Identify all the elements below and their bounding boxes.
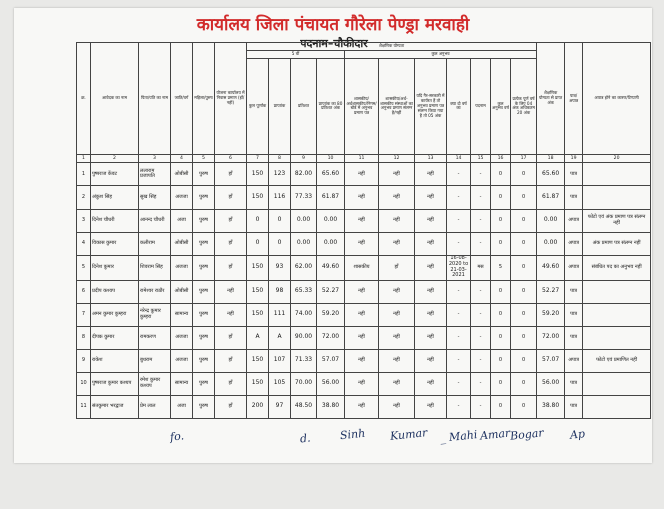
header-class5: 5 वीं (247, 51, 345, 58)
cell-exp-marks: 0 (511, 280, 537, 303)
merit-list-table (76, 42, 651, 419)
cell-exp-years: 0 (491, 303, 511, 326)
header-education-group: शैक्षणिक योग्यता (247, 43, 537, 51)
column-number: 13 (415, 155, 447, 163)
cell-obtained: A (269, 326, 291, 349)
header-gender: महिला/पुरुष (193, 43, 215, 155)
column-number: 10 (317, 155, 345, 163)
cell-docs: नहीं (345, 372, 379, 395)
cell-status: अपात्र (565, 209, 583, 232)
table-row (77, 280, 651, 303)
cell-father: बुधराम (139, 349, 171, 372)
cell-father: आनन्द चौधरी (139, 209, 171, 232)
cell-status: पात्र (565, 303, 583, 326)
cell-docs: नहीं (345, 163, 379, 186)
cell-serial: 2 (77, 186, 91, 209)
cell-father: रामकरण (139, 326, 171, 349)
cell-status: पात्र (565, 395, 583, 418)
cell-native: हाँ (215, 163, 247, 186)
table-row (77, 163, 651, 186)
cell-category: अजजा (171, 186, 193, 209)
cell-status: पात्र (565, 326, 583, 349)
cell-docs: नहीं (345, 349, 379, 372)
cell-percent: 0.00 (291, 209, 317, 232)
header-bonus-group: कुल अनुभव (345, 51, 537, 58)
signature-area (100, 422, 640, 452)
column-number: 20 (583, 155, 651, 163)
cell-exp-marks: 0 (511, 186, 537, 209)
cell-docs: नहीं (345, 395, 379, 418)
cell-gender: पुरुष (193, 372, 215, 395)
cell-serial: 10 (77, 372, 91, 395)
cell-category: ओबीसी (171, 232, 193, 255)
cell-reason (583, 303, 651, 326)
cell-docs: नहीं (345, 209, 379, 232)
cell-category: अजजा (171, 326, 193, 349)
cell-gender: पुरुष (193, 255, 215, 280)
cell-exp: नहीं (415, 232, 447, 255)
cell-cert: नहीं (379, 163, 415, 186)
cell-exp-period: - (447, 372, 471, 395)
cell-total: 200 (247, 395, 269, 418)
cell-name: राकेश (91, 349, 139, 372)
cell-serial: 1 (77, 163, 91, 186)
cell-reason (583, 326, 651, 349)
cell-cert: नहीं (379, 209, 415, 232)
cell-reason (583, 186, 651, 209)
cell-total: 0 (247, 232, 269, 255)
cell-final: 38.80 (537, 395, 565, 418)
cell-weight: 59.20 (317, 303, 345, 326)
cell-exp: नहीं (415, 326, 447, 349)
cell-percent: 82.00 (291, 163, 317, 186)
cell-native: हाँ (215, 326, 247, 349)
post-title: पदनाम–चौकीदार (300, 37, 368, 50)
cell-final: 0.00 (537, 232, 565, 255)
cell-native: हाँ (215, 209, 247, 232)
cell-exp: नहीं (415, 303, 447, 326)
cell-cert: नहीं (379, 372, 415, 395)
cell-serial: 11 (77, 395, 91, 418)
cell-exp-years: 0 (491, 372, 511, 395)
cell-percent: 48.50 (291, 395, 317, 418)
cell-obtained: 97 (269, 395, 291, 418)
cell-category: सामान्य (171, 303, 193, 326)
cell-reason (583, 163, 651, 186)
cell-cert: नहीं (379, 232, 415, 255)
header-percent: प्रतिशत (291, 58, 317, 154)
signature-4: Kumar (389, 426, 428, 443)
column-number-row (77, 155, 651, 163)
cell-weight: 0.00 (317, 232, 345, 255)
column-number: 7 (247, 155, 269, 163)
cell-exp-years: 0 (491, 280, 511, 303)
cell-percent: 74.00 (291, 303, 317, 326)
cell-obtained: 107 (269, 349, 291, 372)
header-final: शैक्षणिक योग्यता से प्राप्त अंक (537, 43, 565, 155)
cell-total: 150 (247, 280, 269, 303)
cell-total: 150 (247, 186, 269, 209)
table-row (77, 326, 651, 349)
cell-exp-period: - (447, 280, 471, 303)
cell-cert: नहीं (379, 303, 415, 326)
header-exp-years: कुल अनुभव वर्ष (491, 58, 511, 154)
column-number: 6 (215, 155, 247, 163)
cell-exp-years: 0 (491, 326, 511, 349)
cell-name: विकास कुमार (91, 232, 139, 255)
cell-gender: पुरुष (193, 280, 215, 303)
cell-status: अपात्र (565, 349, 583, 372)
cell-final: 65.60 (537, 163, 565, 186)
cell-exp-years: 0 (491, 395, 511, 418)
cell-exp-period: - (447, 326, 471, 349)
cell-name: पुष्पराज कुमार कश्यप (91, 372, 139, 395)
cell-docs: नहीं (345, 232, 379, 255)
cell-native: हाँ (215, 186, 247, 209)
cell-weight: 38.80 (317, 395, 345, 418)
cell-father: प्रेम लाल (139, 395, 171, 418)
cell-percent: 71.33 (291, 349, 317, 372)
column-number: 9 (291, 155, 317, 163)
cell-post: - (471, 349, 491, 372)
cell-total: 150 (247, 255, 269, 280)
cell-gender: पुरुष (193, 163, 215, 186)
column-number: 1 (77, 155, 91, 163)
cell-gender: पुरुष (193, 232, 215, 255)
cell-exp-marks: 0 (511, 395, 537, 418)
signature-8: Ap (569, 427, 586, 442)
cell-serial: 9 (77, 349, 91, 372)
cell-percent: 65.33 (291, 280, 317, 303)
cell-post: मस (471, 255, 491, 280)
cell-total: 150 (247, 303, 269, 326)
cell-final: 56.00 (537, 372, 565, 395)
cell-father: शिवराम सिंह (139, 255, 171, 280)
cell-weight: 72.00 (317, 326, 345, 349)
cell-total: 0 (247, 209, 269, 232)
header-category: जाति/वर्ग (171, 43, 193, 155)
column-number: 5 (193, 155, 215, 163)
cell-exp-period: - (447, 209, 471, 232)
table-row (77, 209, 651, 232)
cell-name: प्रदीप कश्यप (91, 280, 139, 303)
cell-gender: पुरुष (193, 326, 215, 349)
cell-native: नहीं (215, 280, 247, 303)
column-number: 8 (269, 155, 291, 163)
cell-native: हाँ (215, 349, 247, 372)
cell-post: - (471, 186, 491, 209)
cell-status: अपात्र (565, 255, 583, 280)
cell-weight: 0.00 (317, 209, 345, 232)
cell-exp: नहीं (415, 186, 447, 209)
cell-reason (583, 372, 651, 395)
cell-post: - (471, 232, 491, 255)
cell-serial: 4 (77, 232, 91, 255)
cell-exp-marks: 0 (511, 372, 537, 395)
header-exp-marks: प्रत्येक पूर्ण वर्ष के लिए 04 अंक अधिकतम 20 अंक (511, 58, 537, 154)
cell-final: 59.20 (537, 303, 565, 326)
cell-exp: नहीं (415, 163, 447, 186)
cell-father: ललाराम प्रजापति (139, 163, 171, 186)
office-heading: कार्यालय जिला पंचायत गौरेला पेण्ड्रा मरवाही (196, 15, 470, 35)
table-row (77, 232, 651, 255)
column-number: 17 (511, 155, 537, 163)
cell-name: दीपक कुमार (91, 326, 139, 349)
table-row (77, 372, 651, 395)
cell-docs: नहीं (345, 303, 379, 326)
column-number: 2 (91, 155, 139, 163)
cell-reason (583, 395, 651, 418)
cell-gender: पुरुष (193, 303, 215, 326)
table-row (77, 255, 651, 280)
cell-serial: 5 (77, 255, 91, 280)
cell-exp: नहीं (415, 280, 447, 303)
cell-exp-marks: 0 (511, 349, 537, 372)
cell-reason: फोटो एवं अंक प्रमाण पत्र संलग्न नहीं (583, 209, 651, 232)
cell-gender: पुरुष (193, 209, 215, 232)
header-post: पदनाम (471, 58, 491, 154)
cell-final: 52.27 (537, 280, 565, 303)
cell-name: पुष्पराज केंवट (91, 163, 139, 186)
cell-father: रमेश कुमार कश्यप (139, 372, 171, 395)
cell-name: अंकुश सिंह (91, 186, 139, 209)
header-status: पात्र/अपात्र (565, 43, 583, 155)
cell-cert: हाँ (379, 255, 415, 280)
cell-category: सामान्य (171, 372, 193, 395)
cell-exp-marks: 0 (511, 163, 537, 186)
cell-category: अजा (171, 209, 193, 232)
cell-reason: फोटो एवं प्रमाणित नहीं (583, 349, 651, 372)
cell-exp-marks: 0 (511, 303, 537, 326)
column-number: 11 (345, 155, 379, 163)
cell-category: ओबीसी (171, 280, 193, 303)
column-number: 18 (537, 155, 565, 163)
cell-post: - (471, 395, 491, 418)
cell-obtained: 123 (269, 163, 291, 186)
cell-cert: नहीं (379, 349, 415, 372)
cell-total: 150 (247, 372, 269, 395)
cell-native: हाँ (215, 372, 247, 395)
cell-obtained: 116 (269, 186, 291, 209)
signature-7: Bogar (509, 426, 545, 443)
signature-5: _ Mahi (439, 428, 478, 445)
cell-final: 72.00 (537, 326, 565, 349)
cell-weight: 61.87 (317, 186, 345, 209)
cell-gender: पुरुष (193, 349, 215, 372)
cell-cert: नहीं (379, 186, 415, 209)
signature-1: fo. (169, 429, 185, 444)
header-cert: शासकीय/अर्ध-शासकीय संस्थाओं का अनुभव प्रमाण संलग्न है/नहीं (379, 58, 415, 154)
cell-weight: 57.07 (317, 349, 345, 372)
cell-reason: संबंधित पद का अनुभव नहीं (583, 255, 651, 280)
cell-docs: शासकीय (345, 255, 379, 280)
cell-native: नहीं (215, 303, 247, 326)
cell-exp-marks: 0 (511, 326, 537, 349)
cell-final: 0.00 (537, 209, 565, 232)
cell-weight: 56.00 (317, 372, 345, 395)
cell-percent: 70.00 (291, 372, 317, 395)
cell-native: हाँ (215, 232, 247, 255)
cell-status: पात्र (565, 163, 583, 186)
cell-serial: 7 (77, 303, 91, 326)
signature-6: Amar (479, 426, 511, 443)
cell-obtained: 98 (269, 280, 291, 303)
cell-percent: 62.00 (291, 255, 317, 280)
column-number: 3 (139, 155, 171, 163)
header-reason: अपात्र होने का कारण/टिप्पणी (583, 43, 651, 155)
cell-serial: 6 (77, 280, 91, 303)
table-row (77, 186, 651, 209)
cell-category: अजा (171, 395, 193, 418)
cell-percent: 77.33 (291, 186, 317, 209)
cell-exp-period: 16-08-2020 to 21-03-2021 (447, 255, 471, 280)
cell-exp-years: 0 (491, 163, 511, 186)
cell-weight: 49.60 (317, 255, 345, 280)
header-total-marks: कुल पूर्णांक (247, 58, 269, 154)
cell-native: हाँ (215, 255, 247, 280)
cell-post: - (471, 326, 491, 349)
signature-2: d. (299, 431, 312, 446)
cell-father: नरेन्द्र कुमार कुम्हरा (139, 303, 171, 326)
cell-reason (583, 280, 651, 303)
cell-exp-years: 0 (491, 232, 511, 255)
cell-weight: 65.60 (317, 163, 345, 186)
cell-obtained: 105 (269, 372, 291, 395)
cell-exp-period: - (447, 186, 471, 209)
cell-category: ओबीसी (171, 163, 193, 186)
cell-post: - (471, 303, 491, 326)
cell-name: दिनेश चौधरी (91, 209, 139, 232)
cell-post: - (471, 209, 491, 232)
cell-native: हाँ (215, 395, 247, 418)
cell-father: रामेश्वर राठौर (139, 280, 171, 303)
cell-exp-period: - (447, 232, 471, 255)
cell-docs: नहीं (345, 280, 379, 303)
cell-total: 150 (247, 349, 269, 372)
column-number: 12 (379, 155, 415, 163)
cell-name: दिनेश कुमार (91, 255, 139, 280)
cell-total: A (247, 326, 269, 349)
cell-exp: नहीं (415, 209, 447, 232)
table-row (77, 395, 651, 418)
cell-status: पात्र (565, 186, 583, 209)
cell-exp-years: 0 (491, 209, 511, 232)
cell-serial: 8 (77, 326, 91, 349)
cell-obtained: 93 (269, 255, 291, 280)
header-obtained: प्राप्तांक (269, 58, 291, 154)
cell-father: कलीराम (139, 232, 171, 255)
cell-father: सुख सिंह (139, 186, 171, 209)
cell-final: 61.87 (537, 186, 565, 209)
table-body (77, 163, 651, 419)
header-doc-other: क्या दो वर्ष का (447, 58, 471, 154)
header-exp: यदि गैर-सरकारी में कार्यरत हैं तो अनुभव प्रमाण पत्र संलग्न किया गया है तो 05 अंक (415, 58, 447, 154)
cell-post: - (471, 163, 491, 186)
table-row (77, 349, 651, 372)
cell-percent: 90.00 (291, 326, 317, 349)
cell-gender: पुरुष (193, 186, 215, 209)
cell-exp-years: 0 (491, 186, 511, 209)
header-native: योजना कार्यालय में निवास प्रमाण (हाँ/नहीं) (215, 43, 247, 155)
cell-category: अजजा (171, 255, 193, 280)
cell-exp-period: - (447, 163, 471, 186)
cell-docs: नहीं (345, 326, 379, 349)
cell-obtained: 0 (269, 209, 291, 232)
cell-final: 57.07 (537, 349, 565, 372)
cell-reason: अंक प्रमाण पत्र संलग्न नहीं (583, 232, 651, 255)
cell-exp: नहीं (415, 395, 447, 418)
cell-cert: नहीं (379, 280, 415, 303)
cell-exp: नहीं (415, 255, 447, 280)
table-row (77, 303, 651, 326)
cell-name: संतकुमार भरद्वाज (91, 395, 139, 418)
header-name: आवेदक का नाम (91, 43, 139, 155)
cell-obtained: 0 (269, 232, 291, 255)
header-serial: क्र. (77, 43, 91, 155)
column-number: 19 (565, 155, 583, 163)
cell-cert: नहीं (379, 326, 415, 349)
cell-exp-period: - (447, 303, 471, 326)
cell-gender: पुरुष (193, 395, 215, 418)
column-number: 15 (471, 155, 491, 163)
cell-serial: 3 (77, 209, 91, 232)
cell-total: 150 (247, 163, 269, 186)
cell-exp: नहीं (415, 349, 447, 372)
signature-3: Sinh (339, 426, 366, 443)
cell-cert: नहीं (379, 395, 415, 418)
header-father: पिता/पति का नाम (139, 43, 171, 155)
cell-status: पात्र (565, 372, 583, 395)
cell-docs: नहीं (345, 186, 379, 209)
cell-category: अजजा (171, 349, 193, 372)
cell-exp-marks: 0 (511, 255, 537, 280)
header-docs: शासकीय/अर्धशासकीय/निगम/बोर्ड में अनुभव प्रमाण पत्र (345, 58, 379, 154)
cell-exp-years: 0 (491, 349, 511, 372)
cell-obtained: 111 (269, 303, 291, 326)
cell-status: पात्र (565, 280, 583, 303)
cell-exp-years: 5 (491, 255, 511, 280)
cell-weight: 52.27 (317, 280, 345, 303)
cell-exp: नहीं (415, 372, 447, 395)
cell-exp-period: - (447, 349, 471, 372)
cell-exp-marks: 0 (511, 209, 537, 232)
column-number: 16 (491, 155, 511, 163)
header-weight: प्राप्तांक का 80 प्रतिशत अंक (317, 58, 345, 154)
cell-exp-marks: 0 (511, 232, 537, 255)
cell-status: अपात्र (565, 232, 583, 255)
cell-name: अमन कुमार कुम्हरा (91, 303, 139, 326)
cell-post: - (471, 372, 491, 395)
cell-post: - (471, 280, 491, 303)
cell-exp-period: - (447, 395, 471, 418)
cell-percent: 0.00 (291, 232, 317, 255)
cell-final: 49.60 (537, 255, 565, 280)
column-number: 14 (447, 155, 471, 163)
column-number: 4 (171, 155, 193, 163)
